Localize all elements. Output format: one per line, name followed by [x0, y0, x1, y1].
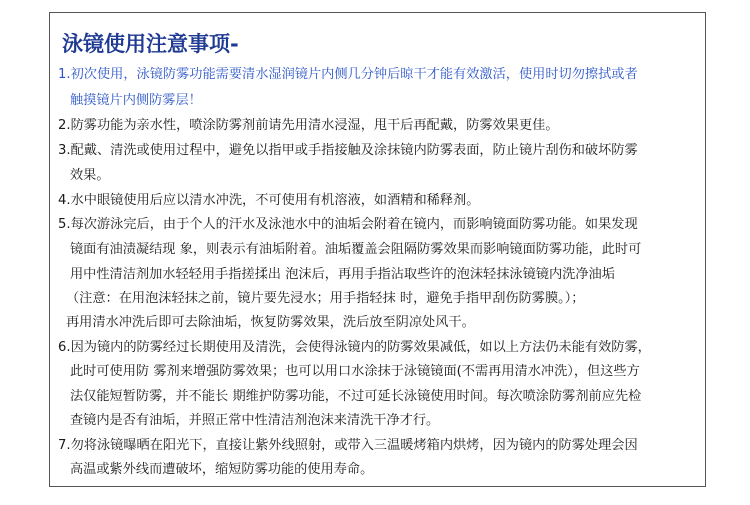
page-title: 泳镜使用注意事项-	[62, 32, 239, 56]
item-1-line-2: 触摸镜片内侧防雾层！	[70, 93, 202, 108]
item-4-line-1: 4.水中眼镜使用后应以清水冲洗，不可使用有机溶液，如酒精和稀释剂。	[58, 193, 480, 208]
item-5-line-5: 再用清水冲洗后即可去除油垢，恢复防雾效果，洗后放至阴凉处风干。	[66, 315, 475, 330]
item-6-line-3: 法仅能短暂防雾，并不能长 期维护防雾功能，不过可延长泳镜使用时间。每次喷涂防雾剂前应先检	[70, 389, 642, 404]
item-7-line-1: 7.勿将泳镜曝晒在阳光下，直接让紫外线照射，或带入三温暖烤箱内烘烤，因为镜内的防雾处理会因	[58, 438, 638, 453]
item-3-line-1: 3.配戴、清洗或使用过程中，避免以指甲或手指接触及涂抹镜内防雾表面，防止镜片刮伤和破坏防雾	[58, 143, 638, 158]
item-2-line-1: 2.防雾功能为亲水性，喷涂防雾剂前请先用清水浸湿，甩干后再配戴，防雾效果更佳。	[58, 118, 559, 133]
item-6-line-4: 查镜内是否有油垢，并照正常中性清洁剂泡沫来清洗干净才行。	[70, 413, 440, 428]
item-5-line-4: （注意：在用泡沫轻抹之前，镜片要先浸水；用手指轻抹 时，避免手指甲刮伤防雾膜。）；	[66, 291, 585, 306]
item-5-line-2: 镜面有油渍凝结现 象，则表示有油垢附着。油垢覆盖会阻隔防雾效果而影响镜面防雾功能，此时可	[70, 242, 642, 257]
item-6-line-1: 6.因为镜内的防雾经过长期使用及清洗，会使得泳镜内的防雾效果减低，如以上方法仍未能有效防雾，	[58, 340, 651, 355]
item-5-line-1: 5.每次游泳完后，由于个人的汗水及泳池水中的油垢会附着在镜内，而影响镜面防雾功能。如果发现	[58, 217, 638, 232]
item-6-line-2: 此时可使用防 雾剂来增强防雾效果；也可以用口水涂抹于泳镜镜面(不需再用清水冲洗），但这些方	[70, 364, 640, 379]
item-1-line-1: 1.初次使用，泳镜防雾功能需要清水湿润镜片内侧几分钟后晾干才能有效激活，使用时切勿擦拭或者	[58, 67, 638, 82]
item-7-line-2: 高温或紫外线而遭破坏，缩短防雾功能的使用寿命。	[70, 462, 374, 477]
item-5-line-3: 用中性清洁剂加水轻轻用手指搓揉出 泡沫后，再用手指沾取些许的泡沫轻抹泳镜镜内洗净油垢	[70, 267, 615, 282]
item-3-line-2: 效果。	[70, 168, 110, 183]
